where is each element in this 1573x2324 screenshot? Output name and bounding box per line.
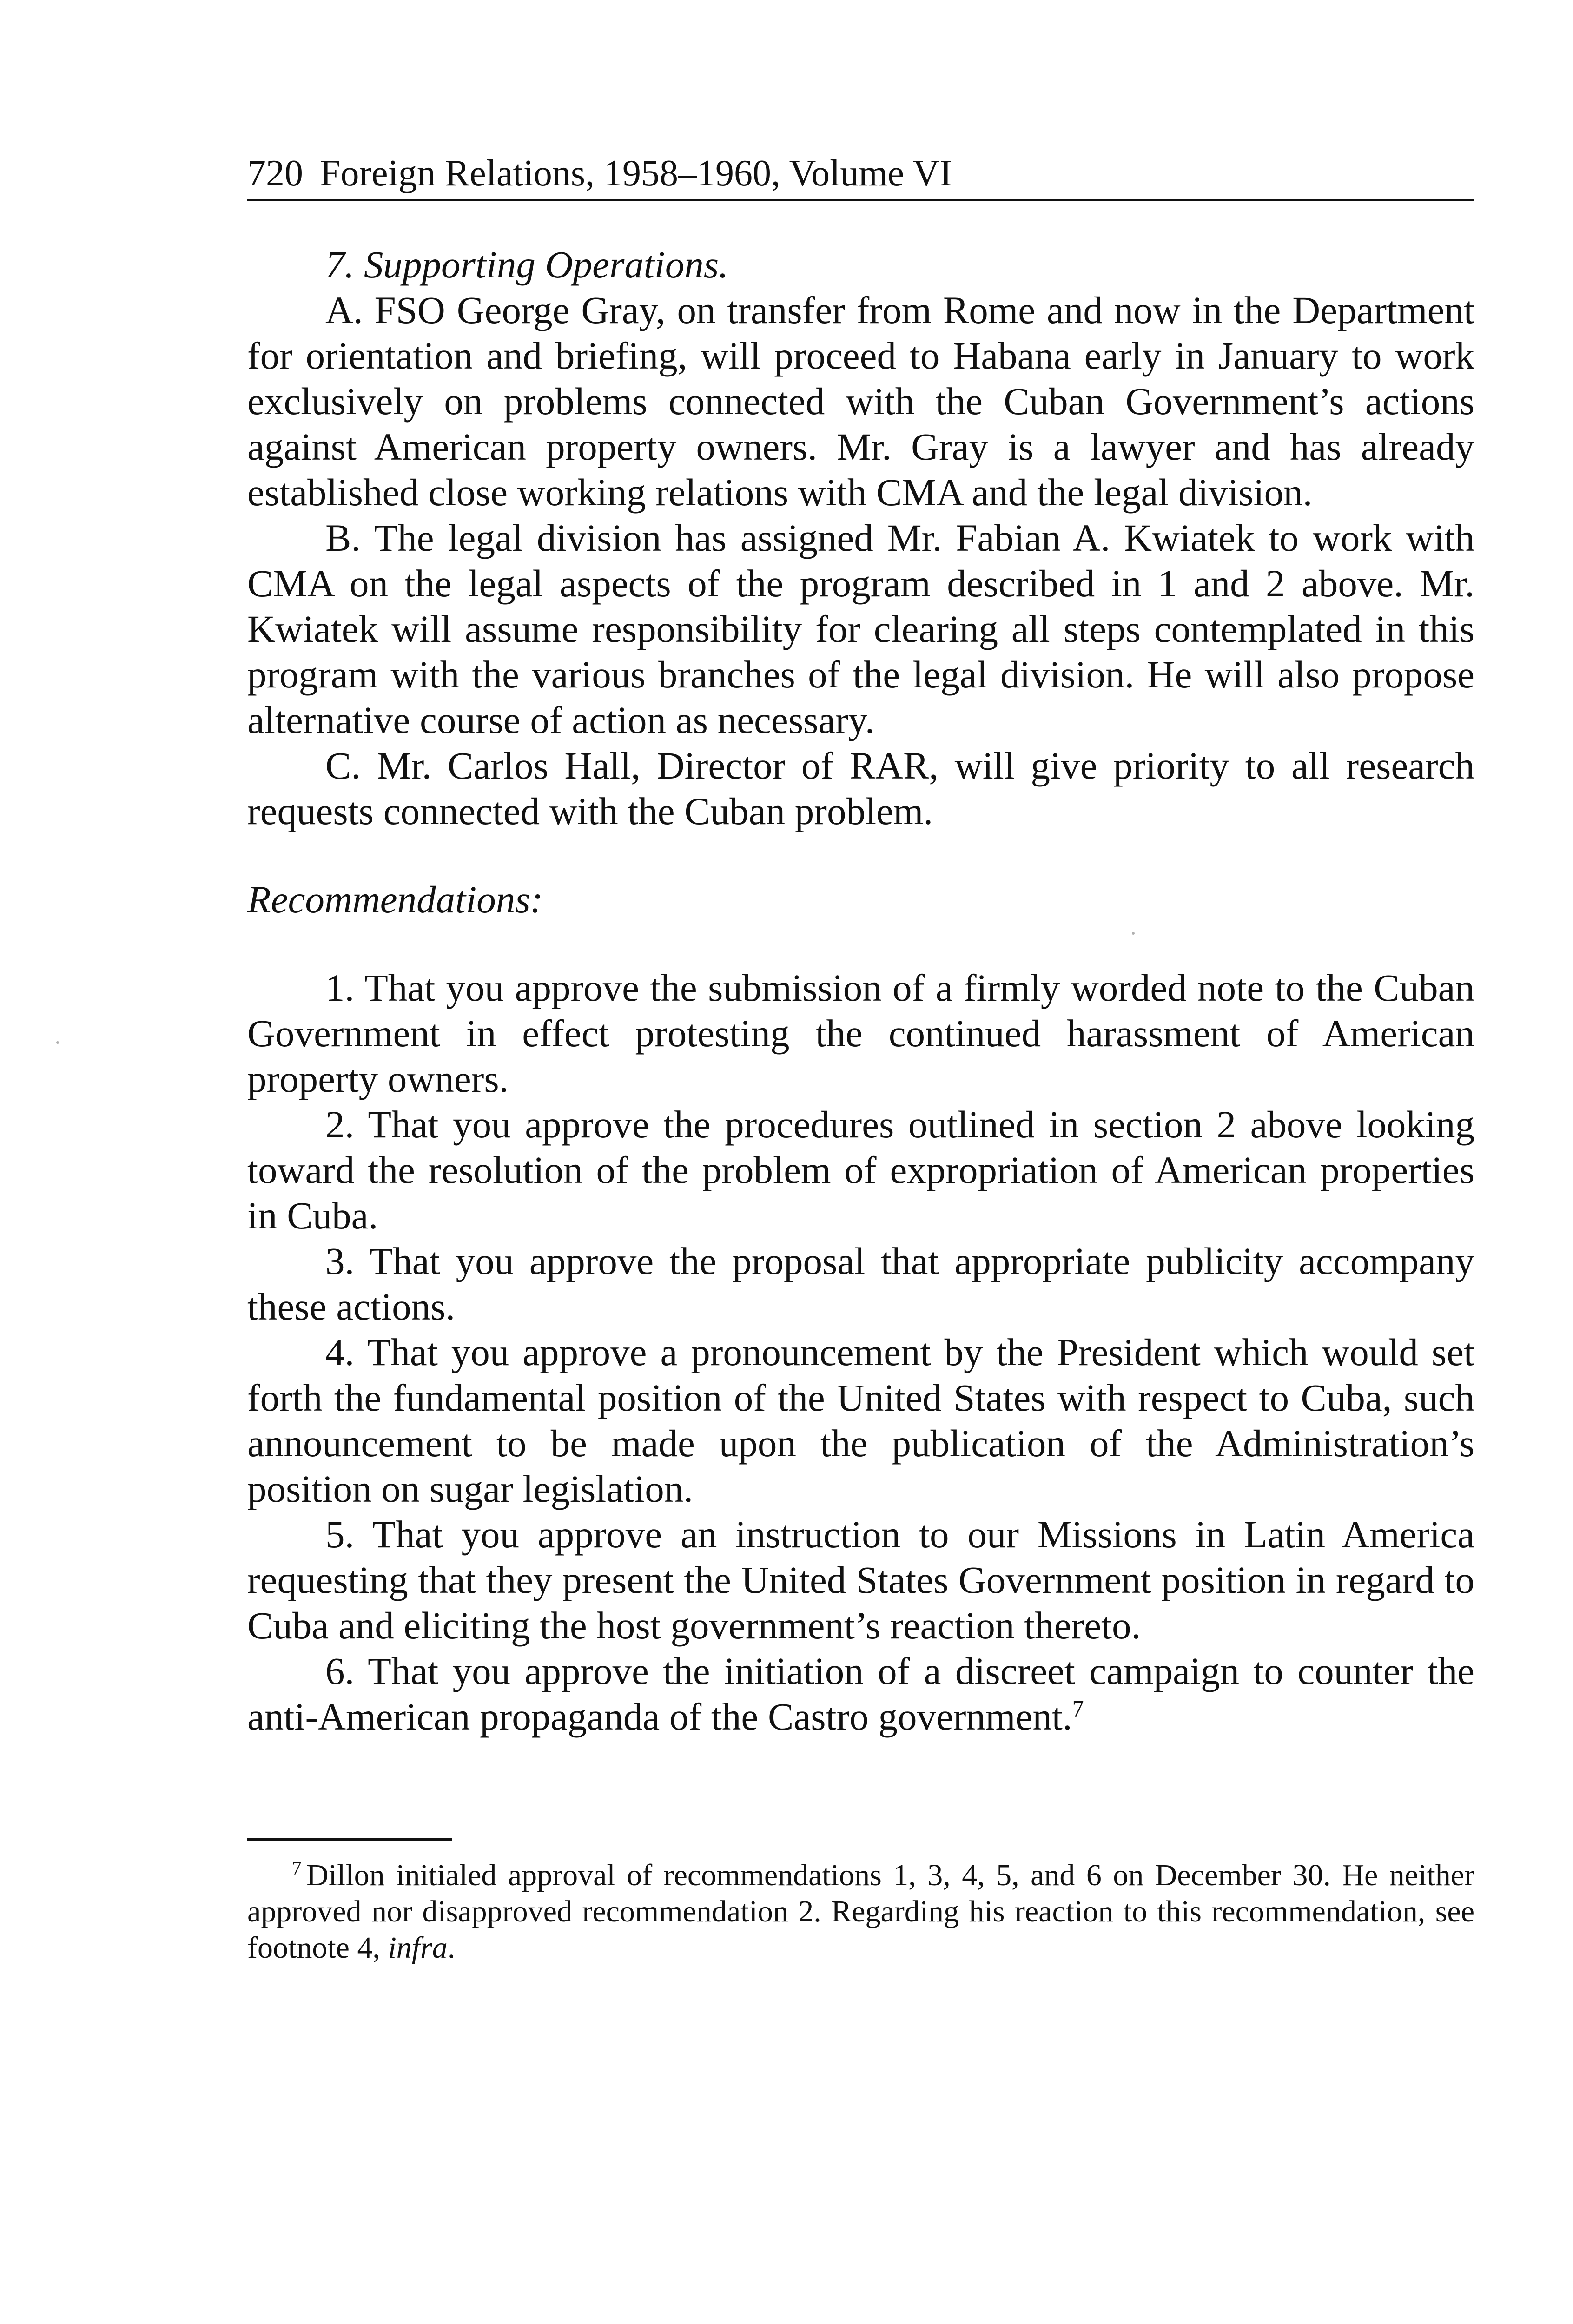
page-number: 720 [247,153,303,194]
scan-speck [1132,932,1135,935]
footnote-text: Dillon initialed approval of recommendations 1, 3, 4, 5, and 6 on December 30. He neither approved nor disapproved recommendation 2. Regarding his reaction to this recommendation, see footnote 4, [247,1858,1474,1965]
recommendation-item: 4. That you approve a pronouncement by the President which would set forth the fundamental position of the United States with respect to Cuba, such announcement to be made upon the publication of the Administration’s position on sugar legislation. [247,1331,1474,1510]
recommendation-item-last [247,1648,1474,1739]
section-heading: 7. Supporting Operations. [325,243,728,286]
footnote-emphasis: infra [388,1931,448,1965]
paragraph-c: C. Mr. Carlos Hall, Director of RAR, will give priority to all research requests connected with the Cuban problem. [247,744,1474,832]
paragraph-b: B. The legal division has assigned Mr. Fabian A. Kwiatek to work with CMA on the legal aspects of the program described in 1 and 2 above. Mr. Kwiatek will assume responsibility for clearing all steps contemplated in this program with the various branches of the legal division. He will also propose alternative course of action as necessary. [247,516,1474,741]
recommendation-item-text: 6. That you approve the initiation of a discreet campaign to counter the anti-American propaganda of the Castro government. [247,1650,1474,1738]
body-text [247,242,1474,1739]
recommendation-item: 3. That you approve the proposal that appropriate publicity accompany these actions. [247,1240,1474,1328]
running-title: Foreign Relations, 1958–1960, Volume VI [320,153,952,194]
paragraph-a: A. FSO George Gray, on transfer from Rome and now in the Department for orientation and briefing, will proceed to Habana early in January to work exclusively on problems connected with the Cuban Government’s actions against American property owners. Mr. Gray is a lawyer and has already established close working relations with CMA and the legal division. [247,289,1474,514]
recommendation-item: 5. That you approve an instruction to our Missions in Latin America requesting that they present the United States Government position in regard to Cuba and eliciting the host government’s reaction thereto. [247,1513,1474,1647]
footnote-reference[interactable]: 7 [1072,1695,1084,1722]
footnote-text-end: . [447,1931,456,1965]
scan-speck [56,1041,59,1044]
recommendation-item: 2. That you approve the procedures outlined in section 2 above looking toward the resolution of the problem of expropriation of American properties in Cuba. [247,1103,1474,1237]
recommendations-heading: Recommendations: [247,878,543,921]
footnote [247,1857,1474,1966]
recommendations-list [247,965,1474,1739]
recommendation-item: 1. That you approve the submission of a firmly worded note to the Cuban Government in effect protesting the continued harassment of American property owners. [247,966,1474,1100]
footnote-divider [247,1838,452,1841]
running-header [247,148,1474,201]
footnote-number: 7 [292,1858,302,1879]
